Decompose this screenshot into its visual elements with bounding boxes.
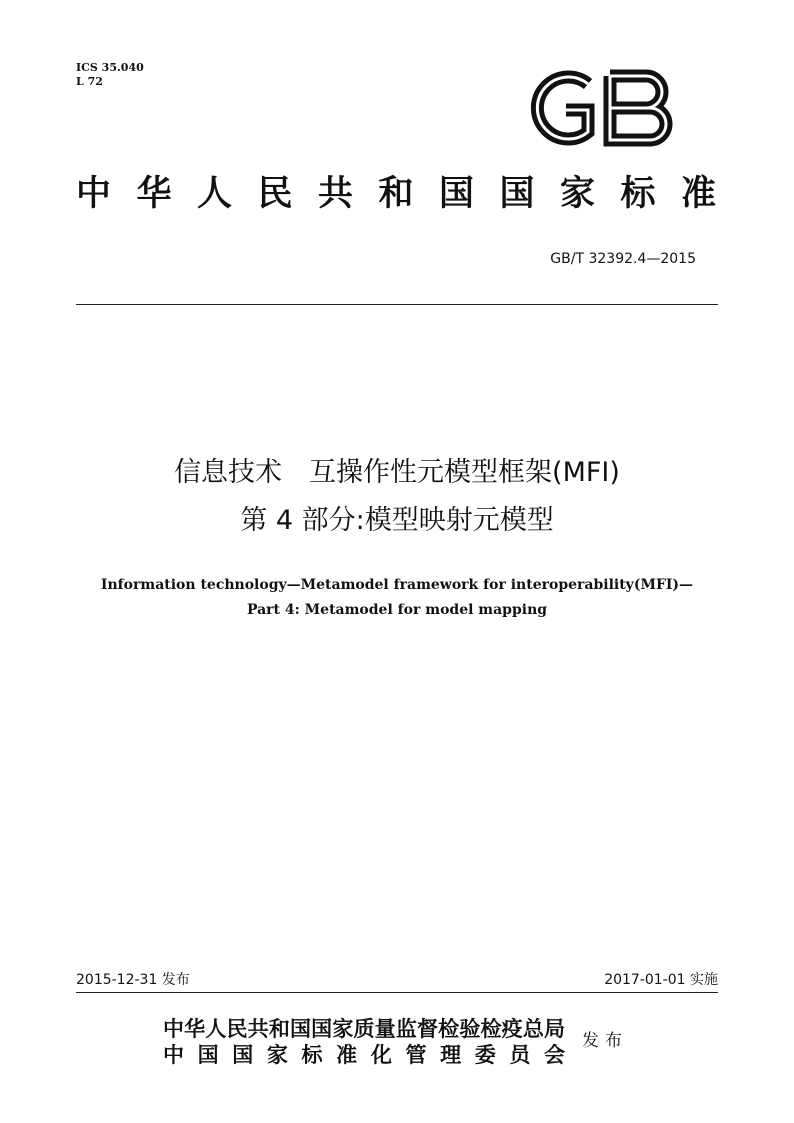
ics-code: ICS 35.040 xyxy=(76,61,144,74)
effective-date: 2017-01-01 实施 xyxy=(604,972,718,988)
issuer-aqsiq: 中华人民共和国国家质量监督检验检疫总局 xyxy=(163,1016,565,1041)
footer-divider xyxy=(76,992,718,993)
gb-logo xyxy=(518,68,678,148)
classification-codes xyxy=(76,61,144,89)
publish-date: 2015-12-31 发布 xyxy=(76,972,190,988)
header-divider xyxy=(76,304,718,305)
standard-number: GB/T 32392.4—2015 xyxy=(550,251,696,267)
zh-title-line-1: 信息技术 互操作性元模型框架(MFI) xyxy=(174,457,620,488)
issuer-sac: 中国国家标准化管理委员会 xyxy=(163,1042,565,1067)
en-title-line-1: Information technology—Metamodel framework for interoperability(MFI)— xyxy=(100,577,694,593)
en-title-line-2: Part 4: Metamodel for model mapping xyxy=(246,602,548,618)
national-standard-heading: 中华人民共和国国家标准 xyxy=(76,173,718,214)
issuing-organizations xyxy=(163,1016,565,1068)
ccs-code: L 72 xyxy=(76,75,103,88)
zh-title-line-2: 第 4 部分:模型映射元模型 xyxy=(240,505,554,536)
issue-label: 发布 xyxy=(582,1031,628,1051)
